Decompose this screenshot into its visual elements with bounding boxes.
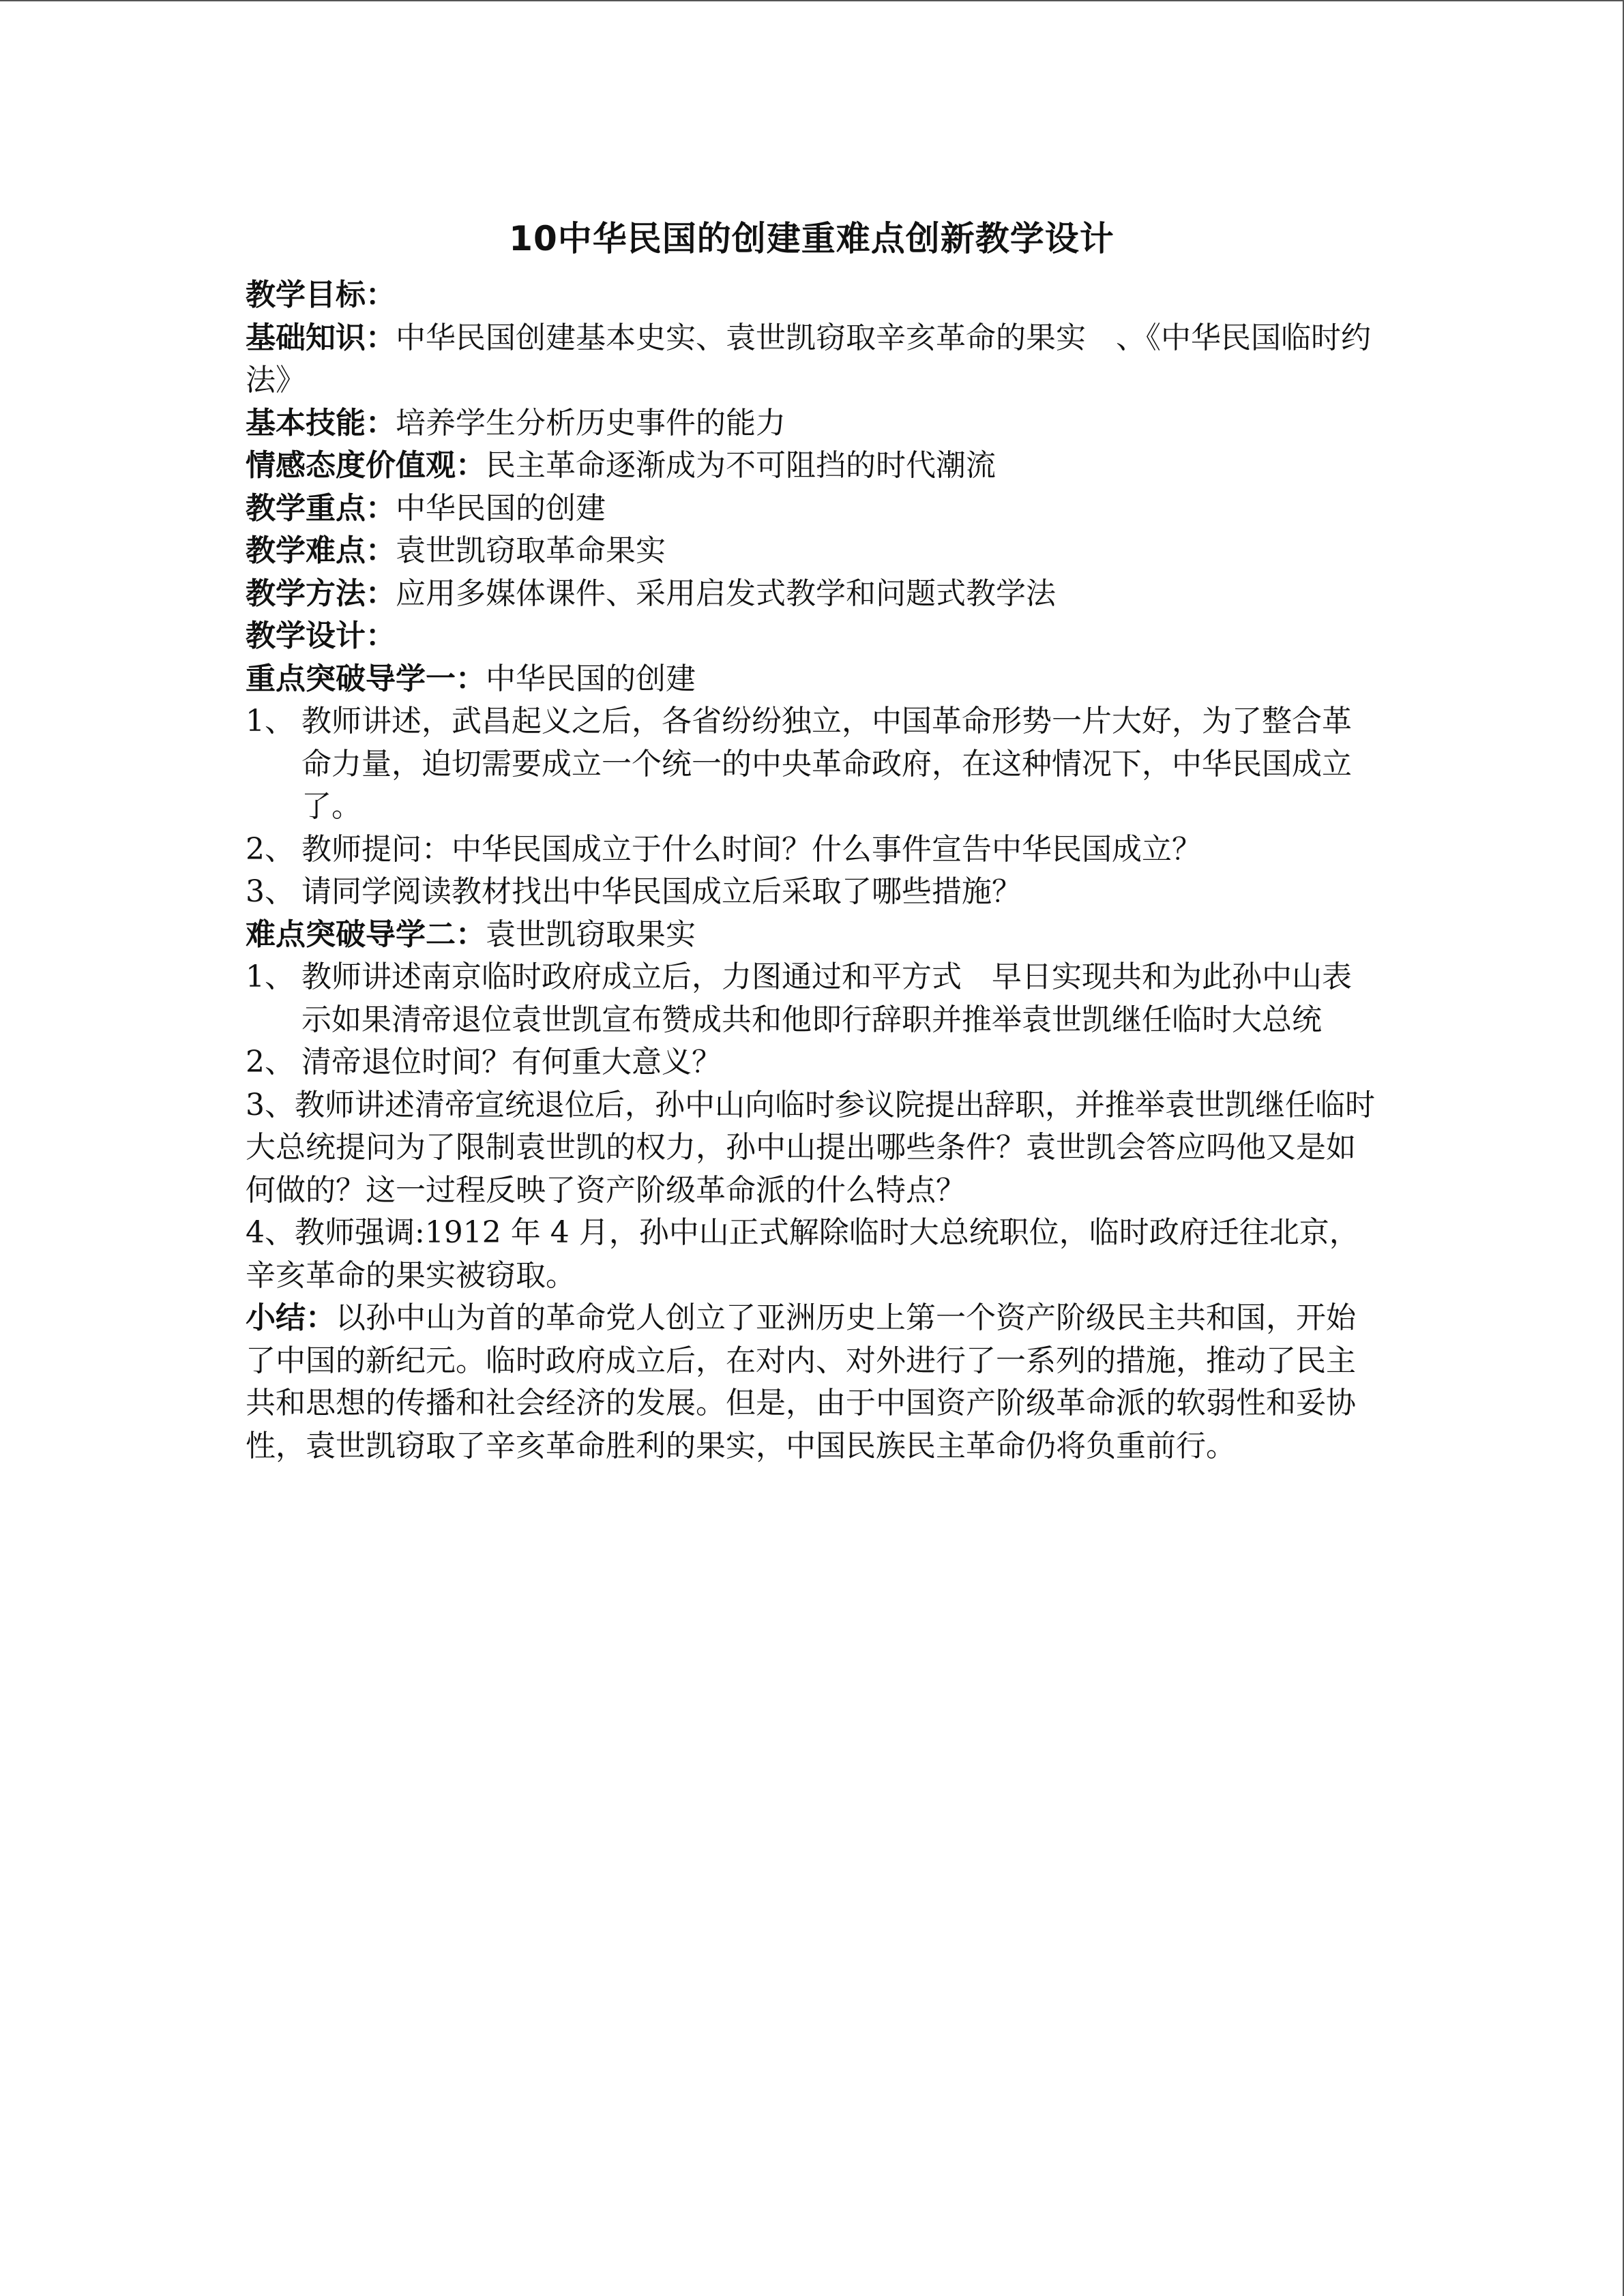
section2-label: 难点突破导学二： — [246, 916, 486, 952]
section1-heading — [246, 658, 1378, 701]
difficult-point-text: 袁世凯窃取革命果实 — [396, 533, 666, 568]
list-item-text: 清帝退位时间？有何重大意义？ — [301, 1045, 722, 1079]
list-item-number: 2、 — [246, 1045, 295, 1079]
basic-knowledge-label: 基础知识： — [246, 320, 396, 355]
list-item-number: 1、 — [246, 704, 295, 739]
list-item-text: 教师讲述，武昌起义之后，各省纷纷独立，中国革命形势一片大好，为了整合革命力量，迫切需要成立一个统一的中央革命政府，在这种情况下，中华民国成立了。 — [301, 704, 1352, 824]
list-item-number: 3、 — [246, 874, 295, 909]
section1-label: 重点突破导学一： — [246, 661, 486, 696]
values-objective — [246, 445, 1378, 488]
summary-label: 小结： — [246, 1300, 336, 1335]
key-point — [246, 488, 1378, 531]
objectives-heading — [246, 274, 1378, 317]
basic-skill — [246, 402, 1378, 445]
basic-skill-label: 基本技能： — [246, 405, 396, 441]
section2-text: 袁世凯窃取果实 — [486, 916, 696, 952]
summary — [246, 1297, 1378, 1467]
basic-knowledge — [246, 317, 1378, 402]
document-title: 10中华民国的创建重难点创新教学设计 — [509, 219, 1114, 258]
difficult-point-label: 教学难点： — [246, 533, 396, 568]
section2-paragraph-4: 4、教师强调:1912 年 4 月，孙中山正式解除临时大总统职位，临时政府迁往北京，辛亥革命的果实被窃取。 — [246, 1215, 1359, 1293]
basic-knowledge-text: 中华民国创建基本史实、袁世凯窃取辛亥革命的果实 、《中华民国临时约法》 — [246, 320, 1371, 398]
teaching-method-label: 教学方法： — [246, 576, 396, 611]
list-item — [246, 829, 1378, 871]
list-item — [246, 700, 1378, 829]
list-item-text: 教师讲述南京临时政府成立后，力图通过和平方式 早日实现共和为此孙中山表示如果清帝退位袁世凯宣布赞成共和他即行辞职并推举袁世凯继任临时大总统 — [301, 959, 1352, 1037]
summary-text: 以孙中山为首的革命党人创立了亚洲历史上第一个资产阶级民主共和国，开始了中国的新纪元。临时政府成立后，在对内、对外进行了一系列的措施，推动了民主共和思想的传播和社会经济的发展。但是，由于中国资产阶级革命派的软弱性和妥协性，袁世凯窃取了辛亥革命胜利的果实，中国民族民主革命仍将负重前行。 — [246, 1300, 1356, 1463]
basic-skill-text: 培养学生分析历史事件的能力 — [396, 405, 786, 441]
teaching-method-text: 应用多媒体课件、采用启发式教学和问题式教学法 — [396, 576, 1056, 611]
list-item-text: 请同学阅读教材找出中华民国成立后采取了哪些措施？ — [301, 874, 1022, 909]
list-item-text: 教师提问：中华民国成立于什么时间？什么事件宣告中华民国成立？ — [301, 831, 1202, 867]
section2-paragraph-3: 3、教师讲述清帝宣统退位后，孙中山向临时参议院提出辞职，并推举袁世凯继任临时大总统提问为了限制袁世凯的权力，孙中山提出哪些条件？袁世凯会答应吗他又是如何做的？这一过程反映了资产阶级革命派的什么特点？ — [246, 1087, 1375, 1208]
list-item-number: 1、 — [246, 959, 295, 994]
list-item — [246, 871, 1378, 914]
list-item — [246, 1041, 1378, 1084]
key-point-text: 中华民国的创建 — [396, 490, 606, 526]
section1-text: 中华民国的创建 — [486, 661, 696, 696]
teaching-method — [246, 573, 1378, 616]
values-text: 民主革命逐渐成为不可阻挡的时代潮流 — [486, 448, 996, 483]
difficult-point — [246, 530, 1378, 573]
document-body — [246, 211, 1378, 1467]
values-label: 情感态度价值观： — [246, 448, 486, 483]
design-heading — [246, 615, 1378, 658]
list-item — [246, 956, 1378, 1041]
design-heading-label: 教学设计： — [246, 618, 396, 653]
list-item-number: 2、 — [246, 831, 295, 867]
objectives-heading-label: 教学目标： — [246, 278, 396, 312]
section2-heading — [246, 914, 1378, 957]
key-point-label: 教学重点： — [246, 490, 396, 526]
